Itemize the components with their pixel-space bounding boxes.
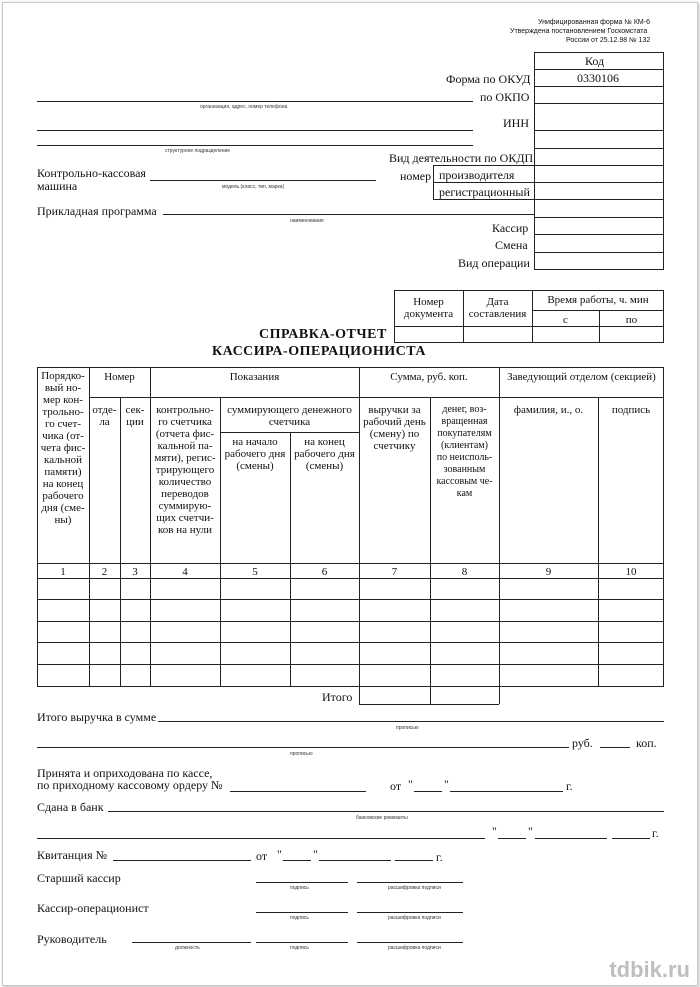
app-label: Прикладная программа bbox=[37, 204, 157, 218]
quote-close-2: " bbox=[528, 824, 533, 838]
title-line-1: СПРАВКА-ОТЧЕТ bbox=[259, 327, 387, 342]
bank-month-line[interactable] bbox=[535, 838, 607, 839]
col-5-header bbox=[220, 436, 290, 472]
podpis-caption-3: подпись bbox=[290, 945, 309, 951]
kkm-label-2: машина bbox=[37, 179, 78, 193]
summ-counter-header: суммирующего денежного счетчика bbox=[227, 404, 352, 428]
col1-line-5: го счет- bbox=[44, 418, 82, 430]
col-number-5: 5 bbox=[252, 566, 258, 578]
podpis-caption-1: подпись bbox=[290, 885, 309, 891]
subdiv-line[interactable] bbox=[37, 145, 473, 146]
senior-cashier-sign-line[interactable] bbox=[256, 882, 348, 883]
zaved-header: Заведующий отделом (секцией) bbox=[507, 371, 656, 383]
inn-label: ИНН bbox=[503, 116, 529, 130]
quote-open-1: " bbox=[408, 777, 413, 791]
col8-line-4: (клиентам) bbox=[441, 440, 488, 451]
revenue-words-line[interactable] bbox=[37, 747, 569, 748]
col7-line-2: рабочий день bbox=[363, 416, 426, 428]
accepted-line-2: по приходному кассовому ордеру № bbox=[37, 778, 223, 792]
head-name-line[interactable] bbox=[357, 942, 463, 943]
okdp-label: Вид деятельности по ОКДП bbox=[389, 151, 534, 165]
col8-line-6: зованным bbox=[443, 464, 486, 475]
col8-line-8: кам bbox=[456, 488, 473, 499]
col-9-header: фамилия, и., о. bbox=[513, 404, 584, 416]
kkm-label-1: Контрольно-кассовая bbox=[37, 166, 146, 180]
title-line-2: КАССИРА-ОПЕРАЦИОНИСТА bbox=[212, 344, 427, 359]
receipt-number-line[interactable] bbox=[113, 860, 251, 861]
col4-line-1: контрольно- bbox=[156, 404, 214, 416]
pokazaniya-header: Показания bbox=[229, 371, 280, 383]
worktime-to: по bbox=[625, 314, 638, 326]
col1-line-12: дня (сме- bbox=[41, 502, 85, 514]
bank-label: Сдана в банк bbox=[37, 800, 104, 814]
col1-line-11: рабочего bbox=[42, 490, 84, 502]
col8-line-2: вращенная bbox=[441, 416, 488, 427]
col1-line-10: на конец bbox=[42, 478, 84, 490]
shift-label: Смена bbox=[495, 238, 528, 252]
order-number-line[interactable] bbox=[230, 791, 366, 792]
operation-label: Вид операции bbox=[458, 256, 530, 270]
senior-cashier-label: Старший кассир bbox=[37, 871, 121, 885]
rasshifrovka-caption-1: расшифровка подписи bbox=[388, 885, 441, 891]
g-label-3: г. bbox=[436, 850, 443, 864]
kop-label: коп. bbox=[636, 736, 657, 750]
col5-line-2: рабочего дня bbox=[224, 448, 286, 460]
col8-line-7: кассовым че- bbox=[436, 476, 493, 487]
col1-line-9: памяти) bbox=[44, 466, 82, 478]
propisyu-caption-2: прописью bbox=[290, 751, 313, 757]
unified-form-note: Унифицированная форма № КМ-6 bbox=[538, 19, 650, 26]
doc-date-header: Дата составления bbox=[468, 296, 527, 320]
bank-line-2[interactable] bbox=[37, 838, 485, 839]
rub-label: руб. bbox=[572, 736, 593, 750]
cashier-label: Кассир bbox=[492, 221, 529, 235]
kop-line[interactable] bbox=[600, 747, 630, 748]
order-day-line[interactable] bbox=[414, 791, 442, 792]
col-number-9: 9 bbox=[545, 566, 552, 578]
cashier-operator-sign-line[interactable] bbox=[256, 912, 348, 913]
receipt-year-line[interactable] bbox=[395, 860, 433, 861]
col-number-3: 3 bbox=[132, 566, 138, 578]
col-number-2: 2 bbox=[101, 566, 108, 578]
col-number-4: 4 bbox=[182, 566, 188, 578]
col-10-header: подпись bbox=[611, 404, 651, 416]
col4-line-4: кальной па- bbox=[157, 440, 213, 452]
col7-line-4: счетчику bbox=[373, 440, 416, 452]
col6-line-1: на конец bbox=[304, 436, 345, 448]
subdiv-caption: структурное подразделение bbox=[165, 148, 231, 154]
head-position-line[interactable] bbox=[132, 942, 251, 943]
receipt-day-line[interactable] bbox=[283, 860, 311, 861]
col-number-7: 7 bbox=[391, 566, 398, 578]
col4-line-6: трирующего bbox=[155, 464, 215, 476]
podpis-caption-2: подпись bbox=[290, 915, 309, 921]
col4-line-5: мяти), регис- bbox=[154, 452, 216, 464]
model-caption: модель (класс, тип, марка) bbox=[222, 184, 285, 190]
col1-line-1: Порядко- bbox=[41, 370, 85, 382]
col6-line-2: рабочего дня bbox=[294, 448, 355, 460]
okpo-label: по ОКПО bbox=[480, 90, 530, 104]
col8-line-1: денег, воз- bbox=[442, 404, 487, 415]
col-number-10: 10 bbox=[625, 566, 637, 578]
rasshifrovka-caption-2: расшифровка подписи bbox=[388, 915, 441, 921]
nomer-label: номер bbox=[400, 169, 432, 183]
col4-line-7: количество bbox=[158, 476, 212, 488]
okud-value: 0330106 bbox=[577, 71, 619, 85]
col-number-8: 8 bbox=[461, 566, 468, 578]
col-otdela-header: отде- ла bbox=[92, 404, 117, 428]
col-1-header bbox=[37, 370, 89, 526]
worktime-from: с bbox=[563, 314, 568, 326]
col4-line-9: суммирую- bbox=[158, 500, 212, 512]
g-label-2: г. bbox=[652, 826, 659, 840]
col4-line-10: щих счетчи- bbox=[156, 512, 214, 524]
col-6-header bbox=[290, 436, 359, 472]
bank-day-line[interactable] bbox=[498, 838, 526, 839]
worktime-header: Время работы, ч. мин bbox=[547, 294, 649, 306]
senior-cashier-name-line[interactable] bbox=[357, 882, 463, 883]
kod-header: Код bbox=[585, 54, 605, 68]
col4-line-8: переводов bbox=[161, 488, 209, 500]
col4-line-2: го счетчика bbox=[158, 416, 212, 428]
bank-year-line[interactable] bbox=[612, 838, 650, 839]
head-sign-line[interactable] bbox=[256, 942, 348, 943]
col8-line-5: по неисполь- bbox=[436, 452, 493, 463]
col1-line-6: чика (от- bbox=[42, 430, 84, 442]
propisyu-caption-1: прописью bbox=[396, 725, 419, 731]
revenue-line[interactable] bbox=[158, 721, 664, 722]
revenue-label: Итого выручка в сумме bbox=[37, 710, 157, 724]
col8-line-3: покупателям bbox=[437, 428, 492, 439]
col1-line-8: кальной bbox=[44, 454, 82, 466]
reg-label: регистрационный bbox=[439, 185, 530, 199]
col-7-header bbox=[359, 404, 430, 452]
col-number-6: 6 bbox=[321, 566, 328, 578]
col4-line-3: (отчета фис- bbox=[155, 428, 215, 440]
col7-line-1: выручки за bbox=[368, 404, 421, 416]
quote-open-3: " bbox=[277, 847, 282, 861]
okud-label: Форма по ОКУД bbox=[446, 72, 531, 86]
rasshifrovka-caption-3: расшифровка подписи bbox=[388, 945, 441, 951]
receipt-month-line[interactable] bbox=[319, 860, 391, 861]
col-4-header bbox=[150, 404, 220, 536]
col1-line-2: вый но- bbox=[44, 382, 82, 394]
col7-line-3: (смену) по bbox=[369, 428, 420, 440]
org-line[interactable] bbox=[37, 101, 473, 102]
head-label: Руководитель bbox=[37, 932, 107, 946]
col6-line-3: (смены) bbox=[305, 460, 344, 472]
watermark: tdbik.ru bbox=[609, 957, 690, 982]
order-year-line[interactable] bbox=[525, 791, 563, 792]
col5-line-3: (смены) bbox=[236, 460, 274, 472]
col1-line-7: чета фис- bbox=[40, 442, 86, 454]
ot-label-1: от bbox=[390, 779, 402, 793]
col-sekcii-header: сек- ции bbox=[125, 404, 145, 428]
bank-line[interactable] bbox=[108, 811, 664, 812]
approved-note: Утверждена постановлением Госкомстата bbox=[510, 28, 648, 35]
approved-date-note: России от 25.12.98 № 132 bbox=[566, 37, 651, 44]
col1-line-4: трольно- bbox=[42, 406, 84, 418]
dolzhnost-caption: должность bbox=[175, 945, 200, 951]
nomer-header: Номер bbox=[104, 371, 135, 383]
itogo-label: Итого bbox=[322, 690, 353, 704]
quote-close-3: " bbox=[313, 847, 318, 861]
quote-open-2: " bbox=[492, 824, 497, 838]
summa-header: Сумма, руб. коп. bbox=[390, 371, 468, 383]
doc-number-header: Номер документа bbox=[403, 296, 454, 320]
name-caption: наименование bbox=[290, 218, 324, 224]
col-8-header bbox=[430, 404, 499, 500]
accepted-line-1: Принята и оприходована по кассе, bbox=[37, 766, 213, 780]
quote-close-1: " bbox=[444, 777, 449, 791]
kkm-model-line[interactable] bbox=[150, 180, 376, 181]
ot-label-2: от bbox=[256, 849, 268, 863]
col-number-1: 1 bbox=[60, 566, 66, 578]
g-label-1: г. bbox=[566, 779, 573, 793]
col1-line-13: ны) bbox=[54, 514, 72, 526]
cashier-operator-label: Кассир-операционист bbox=[37, 901, 149, 915]
col5-line-1: на начало bbox=[232, 436, 278, 448]
col4-line-11: ков на нули bbox=[157, 524, 213, 536]
receipt-label: Квитанция № bbox=[37, 848, 108, 862]
org-line-2[interactable] bbox=[37, 130, 473, 131]
producer-label: производителя bbox=[439, 168, 515, 182]
bank-caption: банковские реквизиты bbox=[356, 815, 408, 821]
app-line[interactable] bbox=[163, 214, 534, 215]
org-caption: организация, адрес, номер телефона bbox=[200, 104, 288, 110]
col1-line-3: мер кон- bbox=[43, 394, 83, 406]
cashier-operator-name-line[interactable] bbox=[357, 912, 463, 913]
